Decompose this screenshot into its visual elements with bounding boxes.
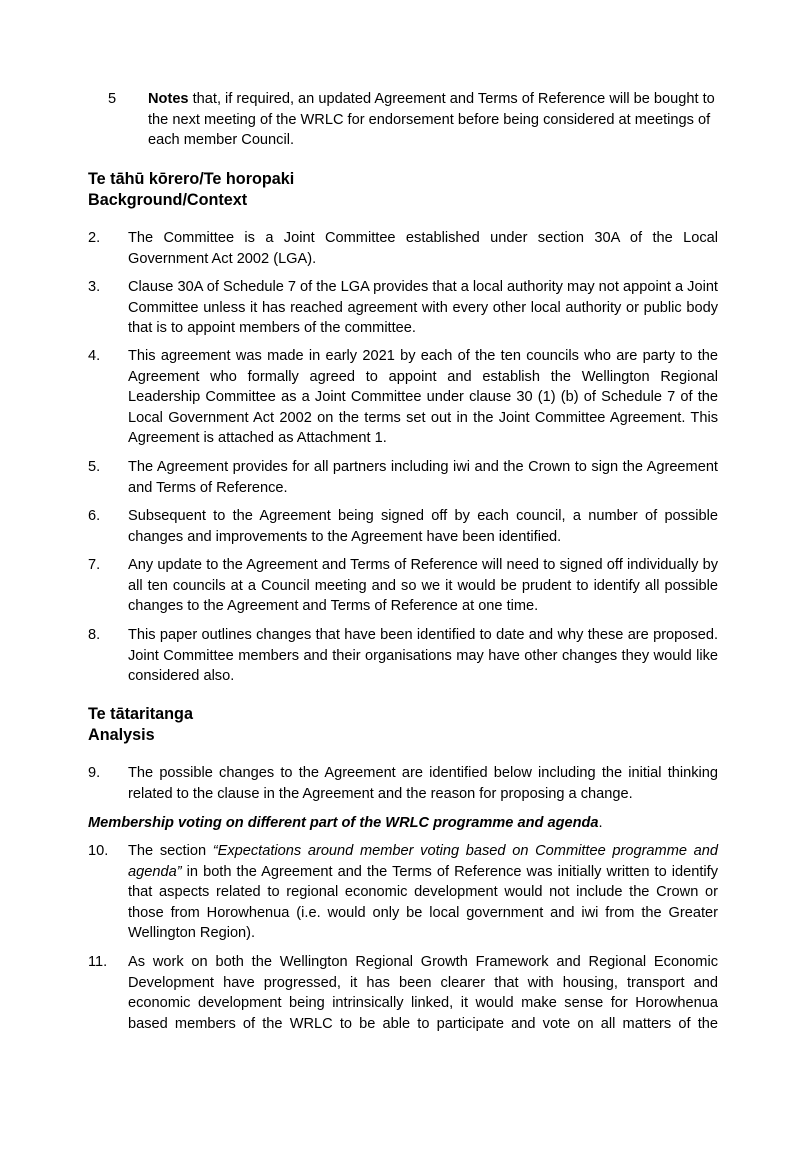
item-text: This paper outlines changes that have been identified to date and why these are proposed. Joint Committee members and their organisations may have other changes they would like considered also.: [128, 627, 718, 684]
item-number: 3.: [88, 279, 101, 295]
paragraph-2: [88, 228, 718, 269]
item-bold-lead: Notes: [148, 91, 189, 107]
item-number: 2.: [88, 230, 101, 246]
paragraph-3: [88, 277, 718, 339]
paragraph-9: [88, 763, 718, 804]
paragraph-7: [88, 555, 718, 617]
item-number: 5: [108, 91, 117, 107]
analysis-heading-english: Analysis: [88, 726, 155, 744]
item-number: 7.: [88, 557, 101, 573]
background-heading-english: Background/Context: [88, 191, 248, 209]
item-text: The Agreement provides for all partners including iwi and the Crown to sign the Agreement and Terms of Reference.: [128, 459, 718, 496]
item-text: Any update to the Agreement and Terms of Reference will need to signed off individually by all ten councils at a Council meeting and so we it would be prudent to identify all possible changes to the Agreement and Terms of Reference at one time.: [128, 557, 718, 614]
item-text: As work on both the Wellington Regional Growth Framework and Regional Economic Development have progressed, it has been clearer that with housing, transport and economic development being intrinsically linked, it would make sense for Horowhenua based members of the WRLC to be able to participate and vote on all matters of the: [128, 954, 718, 1032]
item-number: 11.: [88, 954, 108, 970]
analysis-heading-maori: Te tātaritanga: [88, 705, 193, 723]
item-number: 8.: [88, 627, 101, 643]
subheading-text: Membership voting on different part of the WRLC programme and agenda: [88, 815, 599, 831]
item-text: Clause 30A of Schedule 7 of the LGA provides that a local authority may not appoint a Joint Committee unless it has reached agreement with every other local authority or public body that is to appoint members of the committee.: [128, 279, 718, 336]
item-body: that, if required, an updated Agreement and Terms of Reference will be bought to the next meeting of the WRLC for endorsement before being considered at meetings of each member Council.: [148, 91, 715, 148]
item-number: 9.: [88, 765, 101, 781]
item-number: 4.: [88, 348, 101, 364]
subheading-period: .: [598, 815, 603, 831]
paragraph-6: [88, 506, 718, 547]
paragraph-5: [88, 457, 718, 498]
paragraph-4: [88, 346, 718, 449]
item-body-post: in both the Agreement and the Terms of Reference was initially written to identify that aspects related to regional economic development would not include the Crown or those from Horowhenua (i.e. would only be local government and iwi from the Greater Wellington Region).: [128, 863, 718, 941]
item-body-italic-quote: “Expectations around member voting based on Committee programme and agenda”: [128, 843, 718, 880]
item-body-pre: The section: [128, 843, 213, 859]
background-heading-maori: Te tāhū kōrero/Te horopaki: [88, 170, 295, 188]
item-text: The Committee is a Joint Committee established under section 30A of the Local Government Act 2002 (LGA).: [128, 230, 718, 267]
resolution-item-5: [108, 89, 720, 151]
paragraph-8: [88, 625, 718, 687]
item-number: 5.: [88, 459, 101, 475]
item-text: [148, 89, 720, 151]
item-text: This agreement was made in early 2021 by each of the ten councils who are party to the Agreement who formally agreed to appoint and establish the Wellington Regional Leadership Committee as a Joint Committee under clause 30 (1) (b) of Schedule 7 of the Local Government Act 2002 on the terms set out in the Joint Committee Agreement. This Agreement is attached as Attachment 1.: [128, 348, 718, 446]
item-number: 6.: [88, 508, 101, 524]
paragraph-10: [88, 841, 718, 944]
paragraph-11: [88, 952, 718, 1034]
item-text: Subsequent to the Agreement being signed off by each council, a number of possible changes and improvements to the Agreement have been identified.: [128, 508, 718, 545]
item-number: 10.: [88, 843, 109, 859]
membership-voting-subheading: [88, 813, 603, 833]
item-text: The possible changes to the Agreement are identified below including the initial thinking related to the clause in the Agreement and the reason for proposing a change.: [128, 765, 718, 802]
item-text: [128, 841, 718, 944]
